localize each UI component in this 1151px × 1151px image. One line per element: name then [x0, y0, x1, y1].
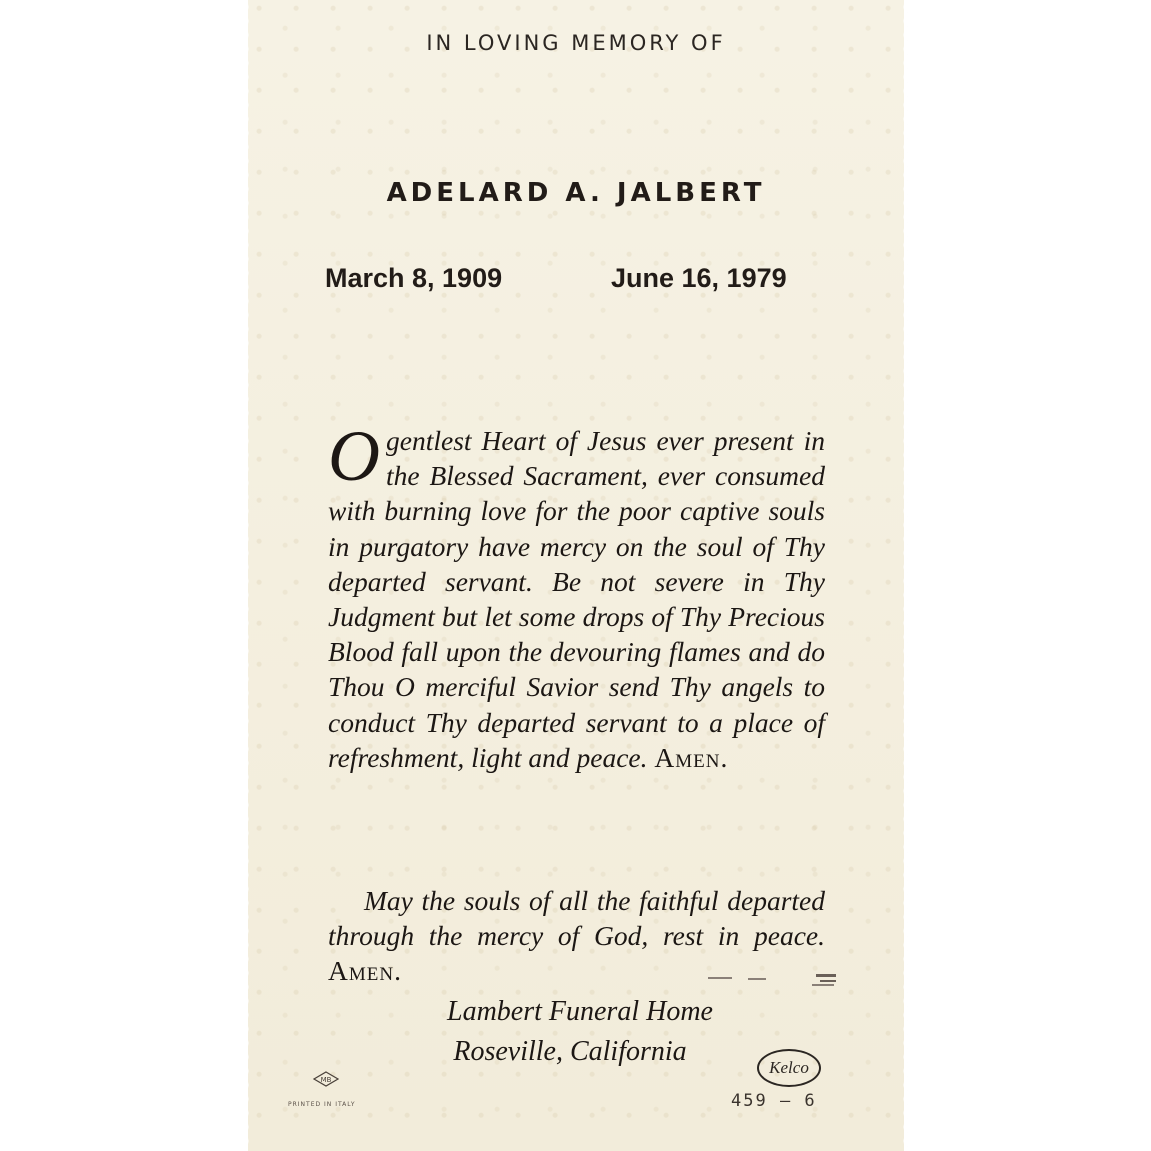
- item-code: 459 — 6: [731, 1091, 817, 1111]
- ink-smudge: [708, 973, 838, 987]
- funeral-home-name: Lambert Funeral Home: [447, 996, 713, 1027]
- prayer-amen: Amen.: [654, 741, 729, 773]
- prayer-text: gentlest Heart of Jesus ever present in the Blessed Sacrament, ever consumed with burning love for the poor captive souls in purgatory have mercy on the soul of Thy departed servant. Be not severe in Thy Judgment but let some drops of Thy Precious Blood fall upon the devouring flames and do Thou O merciful Savior send Thy angels to conduct Thy departed servant to a place of refreshment, light and peace.: [328, 425, 825, 773]
- memorial-heading: IN LOVING MEMORY OF: [426, 31, 726, 55]
- card-left-deckled-edge: [243, 0, 253, 1151]
- prayer-dropcap: O: [328, 416, 380, 496]
- printed-in-label: PRINTED IN ITALY: [288, 1101, 356, 1108]
- prayer-paragraph: [328, 416, 825, 775]
- card-right-deckled-edge: [899, 0, 909, 1151]
- death-date: June 16, 1979: [611, 263, 787, 293]
- birth-date: March 8, 1909: [325, 263, 503, 293]
- printer-mark-icon: [313, 1071, 339, 1087]
- closing-text: May the souls of all the faithful departed through the mercy of God, rest in peace.: [328, 885, 825, 952]
- deceased-name: ADELARD A. JALBERT: [386, 178, 766, 208]
- kelco-logo: Kelco: [757, 1049, 821, 1087]
- closing-amen: Amen.: [328, 955, 402, 987]
- svg-text:MB: MB: [320, 1076, 332, 1084]
- funeral-home-location: Roseville, California: [453, 1036, 687, 1067]
